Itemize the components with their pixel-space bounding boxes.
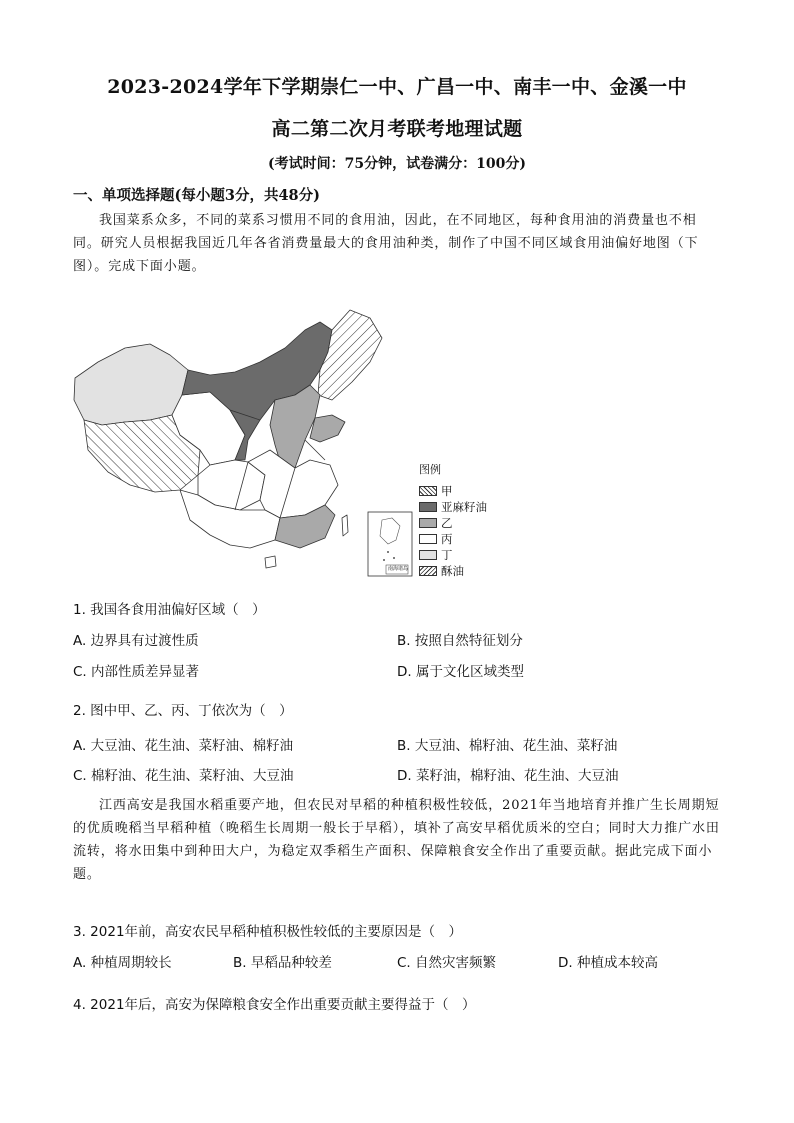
legend-item-linseed bbox=[419, 499, 499, 515]
legend-item-bing bbox=[419, 531, 499, 547]
passage-1-line: 同。研究人员根据我国近几年各省消费量最大的食用油种类，制作了中国不同区域食用油偏好地图（下 bbox=[73, 236, 699, 251]
passage-1 bbox=[73, 209, 733, 278]
question-3-option-c: C. 自然灾害频繁 bbox=[397, 955, 497, 971]
question-1-stem: 1. 我国各食用油偏好区域（ ） bbox=[73, 602, 266, 618]
legend-label: 丁 bbox=[441, 548, 453, 562]
exam-info: (考试时间：75分钟，试卷满分：100分) bbox=[268, 156, 526, 172]
region-hainan bbox=[265, 556, 276, 568]
legend-label: 乙 bbox=[441, 516, 453, 530]
legend-item-jia bbox=[419, 483, 499, 499]
legend-label: 酥油 bbox=[441, 564, 464, 578]
passage-1-line: 我国菜系众多，不同的菜系习惯用不同的食用油，因此，在不同地区，每种食用油的消费量也不相 bbox=[99, 213, 697, 228]
legend-swatch bbox=[419, 534, 437, 544]
legend-swatch bbox=[419, 518, 437, 528]
passage-2-line: 题。 bbox=[73, 867, 101, 882]
legend-swatch bbox=[419, 502, 437, 512]
question-1-option-b: B. 按照自然特征划分 bbox=[397, 633, 523, 649]
legend-title: 图例 bbox=[419, 463, 441, 476]
region-northeast bbox=[318, 310, 382, 400]
question-3-option-d: D. 种植成本较高 bbox=[558, 955, 658, 971]
section-heading: 一、单项选择题(每小题3分，共48分) bbox=[73, 187, 320, 204]
passage-2 bbox=[73, 794, 733, 886]
exam-title-line1: 2023-2024学年下学期崇仁一中、广昌一中、南丰一中、金溪一中 bbox=[107, 76, 687, 98]
question-2-option-d: D. 菜籽油，棉籽油、花生油、大豆油 bbox=[397, 768, 619, 784]
question-3-option-a: A. 种植周期较长 bbox=[73, 955, 172, 971]
legend-swatch bbox=[419, 550, 437, 560]
question-1-option-d: D. 属于文化区域类型 bbox=[397, 664, 524, 680]
question-2-option-a: A. 大豆油、花生油、菜籽油、棉籽油 bbox=[73, 738, 294, 754]
legend-item-butter bbox=[419, 563, 499, 579]
question-1-option-c: C. 内部性质差异显著 bbox=[73, 664, 200, 680]
question-2-stem: 2. 图中甲、乙、丙、丁依次为（ ） bbox=[73, 703, 293, 719]
passage-2-line: 江西高安是我国水稻重要产地，但农民对早稻的种植积极性较低，2021年当地培育并推广生长周期短 bbox=[99, 798, 720, 813]
legend-label: 亚麻籽油 bbox=[441, 500, 487, 514]
map-legend bbox=[419, 461, 499, 579]
question-4-stem: 4. 2021年后，高安为保障粮食安全作出重要贡献主要得益于（ ） bbox=[73, 997, 476, 1013]
region-xinjiang bbox=[74, 344, 188, 425]
legend-item-ding bbox=[419, 547, 499, 563]
passage-2-line: 的优质晚稻当早稻种植（晚稻生长周期一般长于早稻），填补了高安早稻优质米的空白；同时大力推广水田 bbox=[73, 821, 720, 836]
question-2-option-b: B. 大豆油、棉籽油、花生油、菜籽油 bbox=[397, 738, 618, 754]
question-3-stem: 3. 2021年前，高安农民早稻种植积极性较低的主要原因是（ ） bbox=[73, 924, 463, 940]
passage-2-line: 流转，将水田集中到种田大户，为稳定双季稻生产面积、保障粮食安全作出了重要贡献。据此完成下面小 bbox=[73, 844, 713, 859]
passage-1-line: 图）。完成下面小题。 bbox=[73, 259, 206, 274]
legend-swatch bbox=[419, 566, 437, 576]
region-taiwan bbox=[342, 515, 348, 536]
legend-label: 丙 bbox=[441, 532, 453, 546]
exam-title-line2: 高二第二次月考联考地理试题 bbox=[271, 118, 523, 140]
legend-item-yi bbox=[419, 515, 499, 531]
question-3-option-b: B. 早稻品种较差 bbox=[233, 955, 332, 971]
legend-label: 甲 bbox=[441, 484, 453, 498]
inset-label: 南海诸岛 bbox=[387, 566, 408, 572]
region-shandong bbox=[310, 415, 345, 442]
question-1-option-a: A. 边界具有过渡性质 bbox=[73, 633, 199, 649]
legend-swatch bbox=[419, 486, 437, 496]
china-oil-preference-map bbox=[70, 300, 490, 590]
question-2-option-c: C. 棉籽油、花生油、菜籽油、大豆油 bbox=[73, 768, 294, 784]
